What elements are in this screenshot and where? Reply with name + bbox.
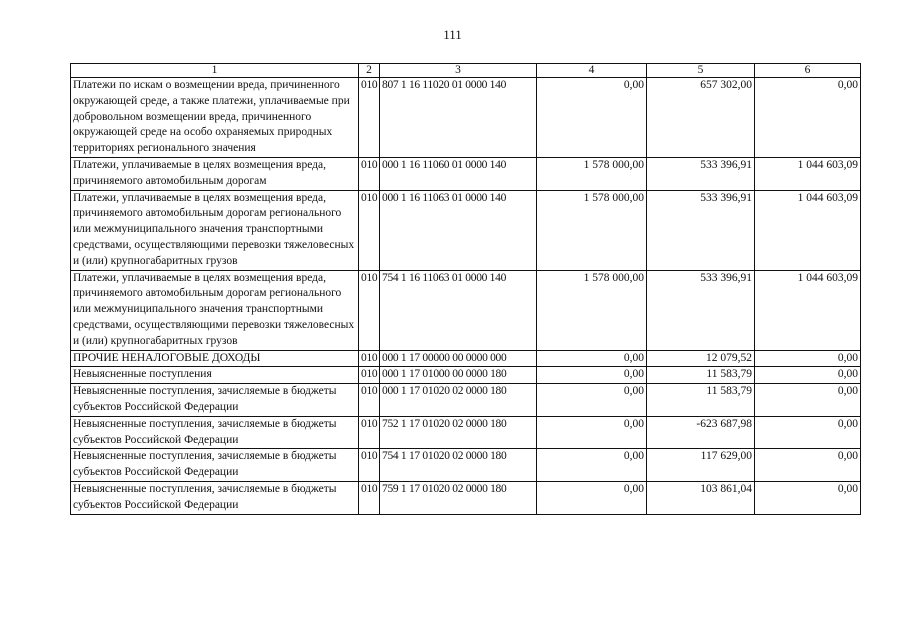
column-header-5: 5 bbox=[647, 64, 755, 78]
cell-remaining: 0,00 bbox=[755, 78, 861, 158]
cell-budget-code: 000 1 17 00000 00 0000 000 bbox=[380, 350, 537, 367]
cell-admin-code: 010 bbox=[359, 384, 380, 417]
table-row bbox=[71, 190, 861, 270]
cell-budget-code: 000 1 17 01000 00 0000 180 bbox=[380, 367, 537, 384]
table-row bbox=[71, 384, 861, 417]
cell-remaining: 1 044 603,09 bbox=[755, 190, 861, 270]
table-row bbox=[71, 481, 861, 514]
cell-plan: 0,00 bbox=[537, 481, 647, 514]
cell-name: ПРОЧИЕ НЕНАЛОГОВЫЕ ДОХОДЫ bbox=[71, 350, 359, 367]
column-header-1: 1 bbox=[71, 64, 359, 78]
cell-executed: 533 396,91 bbox=[647, 190, 755, 270]
page-number: 111 bbox=[443, 27, 462, 42]
cell-admin-code: 010 bbox=[359, 157, 380, 190]
cell-remaining: 0,00 bbox=[755, 367, 861, 384]
cell-plan: 0,00 bbox=[537, 416, 647, 449]
cell-plan: 0,00 bbox=[537, 78, 647, 158]
revenue-table bbox=[70, 63, 861, 515]
cell-name: Невыясненные поступления, зачисляемые в бюджеты субъектов Российской Федерации bbox=[71, 384, 359, 417]
cell-plan: 0,00 bbox=[537, 384, 647, 417]
cell-plan: 0,00 bbox=[537, 449, 647, 482]
cell-remaining: 0,00 bbox=[755, 350, 861, 367]
cell-plan: 1 578 000,00 bbox=[537, 190, 647, 270]
cell-executed: 103 861,04 bbox=[647, 481, 755, 514]
table-row bbox=[71, 270, 861, 350]
cell-name: Платежи, уплачиваемые в целях возмещения вреда, причиняемого автомобильным дорогам регионального или межмуниципального значения транспортными средствами, осуществляющими перевозки тяжеловесных и (или) крупногабаритных грузов bbox=[71, 190, 359, 270]
cell-admin-code: 010 bbox=[359, 78, 380, 158]
cell-budget-code: 000 1 17 01020 02 0000 180 bbox=[380, 384, 537, 417]
table-row bbox=[71, 367, 861, 384]
cell-admin-code: 010 bbox=[359, 481, 380, 514]
cell-admin-code: 010 bbox=[359, 270, 380, 350]
cell-budget-code: 807 1 16 11020 01 0000 140 bbox=[380, 78, 537, 158]
table-row bbox=[71, 416, 861, 449]
cell-executed: 117 629,00 bbox=[647, 449, 755, 482]
cell-plan: 0,00 bbox=[537, 350, 647, 367]
cell-name: Невыясненные поступления, зачисляемые в бюджеты субъектов Российской Федерации bbox=[71, 481, 359, 514]
header-row bbox=[71, 64, 861, 78]
cell-admin-code: 010 bbox=[359, 367, 380, 384]
cell-budget-code: 752 1 17 01020 02 0000 180 bbox=[380, 416, 537, 449]
column-header-6: 6 bbox=[755, 64, 861, 78]
cell-executed: 657 302,00 bbox=[647, 78, 755, 158]
cell-remaining: 1 044 603,09 bbox=[755, 157, 861, 190]
cell-budget-code: 000 1 16 11063 01 0000 140 bbox=[380, 190, 537, 270]
cell-remaining: 0,00 bbox=[755, 449, 861, 482]
cell-remaining: 1 044 603,09 bbox=[755, 270, 861, 350]
cell-name: Невыясненные поступления bbox=[71, 367, 359, 384]
cell-executed: -623 687,98 bbox=[647, 416, 755, 449]
cell-executed: 533 396,91 bbox=[647, 270, 755, 350]
cell-admin-code: 010 bbox=[359, 350, 380, 367]
table-row bbox=[71, 78, 861, 158]
cell-admin-code: 010 bbox=[359, 449, 380, 482]
cell-admin-code: 010 bbox=[359, 190, 380, 270]
cell-executed: 11 583,79 bbox=[647, 384, 755, 417]
cell-plan: 1 578 000,00 bbox=[537, 157, 647, 190]
cell-budget-code: 000 1 16 11060 01 0000 140 bbox=[380, 157, 537, 190]
cell-budget-code: 759 1 17 01020 02 0000 180 bbox=[380, 481, 537, 514]
column-header-3: 3 bbox=[380, 64, 537, 78]
cell-budget-code: 754 1 17 01020 02 0000 180 bbox=[380, 449, 537, 482]
column-header-4: 4 bbox=[537, 64, 647, 78]
cell-plan: 0,00 bbox=[537, 367, 647, 384]
cell-admin-code: 010 bbox=[359, 416, 380, 449]
table-header bbox=[71, 64, 861, 78]
cell-name: Невыясненные поступления, зачисляемые в бюджеты субъектов Российской Федерации bbox=[71, 449, 359, 482]
column-header-2: 2 bbox=[359, 64, 380, 78]
cell-remaining: 0,00 bbox=[755, 416, 861, 449]
cell-name: Невыясненные поступления, зачисляемые в бюджеты субъектов Российской Федерации bbox=[71, 416, 359, 449]
table-row bbox=[71, 350, 861, 367]
cell-plan: 1 578 000,00 bbox=[537, 270, 647, 350]
cell-name: Платежи, уплачиваемые в целях возмещения вреда, причиняемого автомобильным дорогам bbox=[71, 157, 359, 190]
cell-remaining: 0,00 bbox=[755, 384, 861, 417]
cell-name: Платежи по искам о возмещении вреда, причиненного окружающей среде, а также платежи, уплачиваемые при добровольном возмещении вреда, причиненного окружающей среде на особо охраняемых природных территориях регионального значения bbox=[71, 78, 359, 158]
cell-name: Платежи, уплачиваемые в целях возмещения вреда, причиняемого автомобильным дорогам регионального или межмуниципального значения транспортными средствами, осуществляющими перевозки тяжеловесных и (или) крупногабаритных грузов bbox=[71, 270, 359, 350]
cell-executed: 11 583,79 bbox=[647, 367, 755, 384]
cell-executed: 533 396,91 bbox=[647, 157, 755, 190]
table-body bbox=[71, 78, 861, 515]
table-row bbox=[71, 157, 861, 190]
table-row bbox=[71, 449, 861, 482]
cell-budget-code: 754 1 16 11063 01 0000 140 bbox=[380, 270, 537, 350]
cell-remaining: 0,00 bbox=[755, 481, 861, 514]
cell-executed: 12 079,52 bbox=[647, 350, 755, 367]
